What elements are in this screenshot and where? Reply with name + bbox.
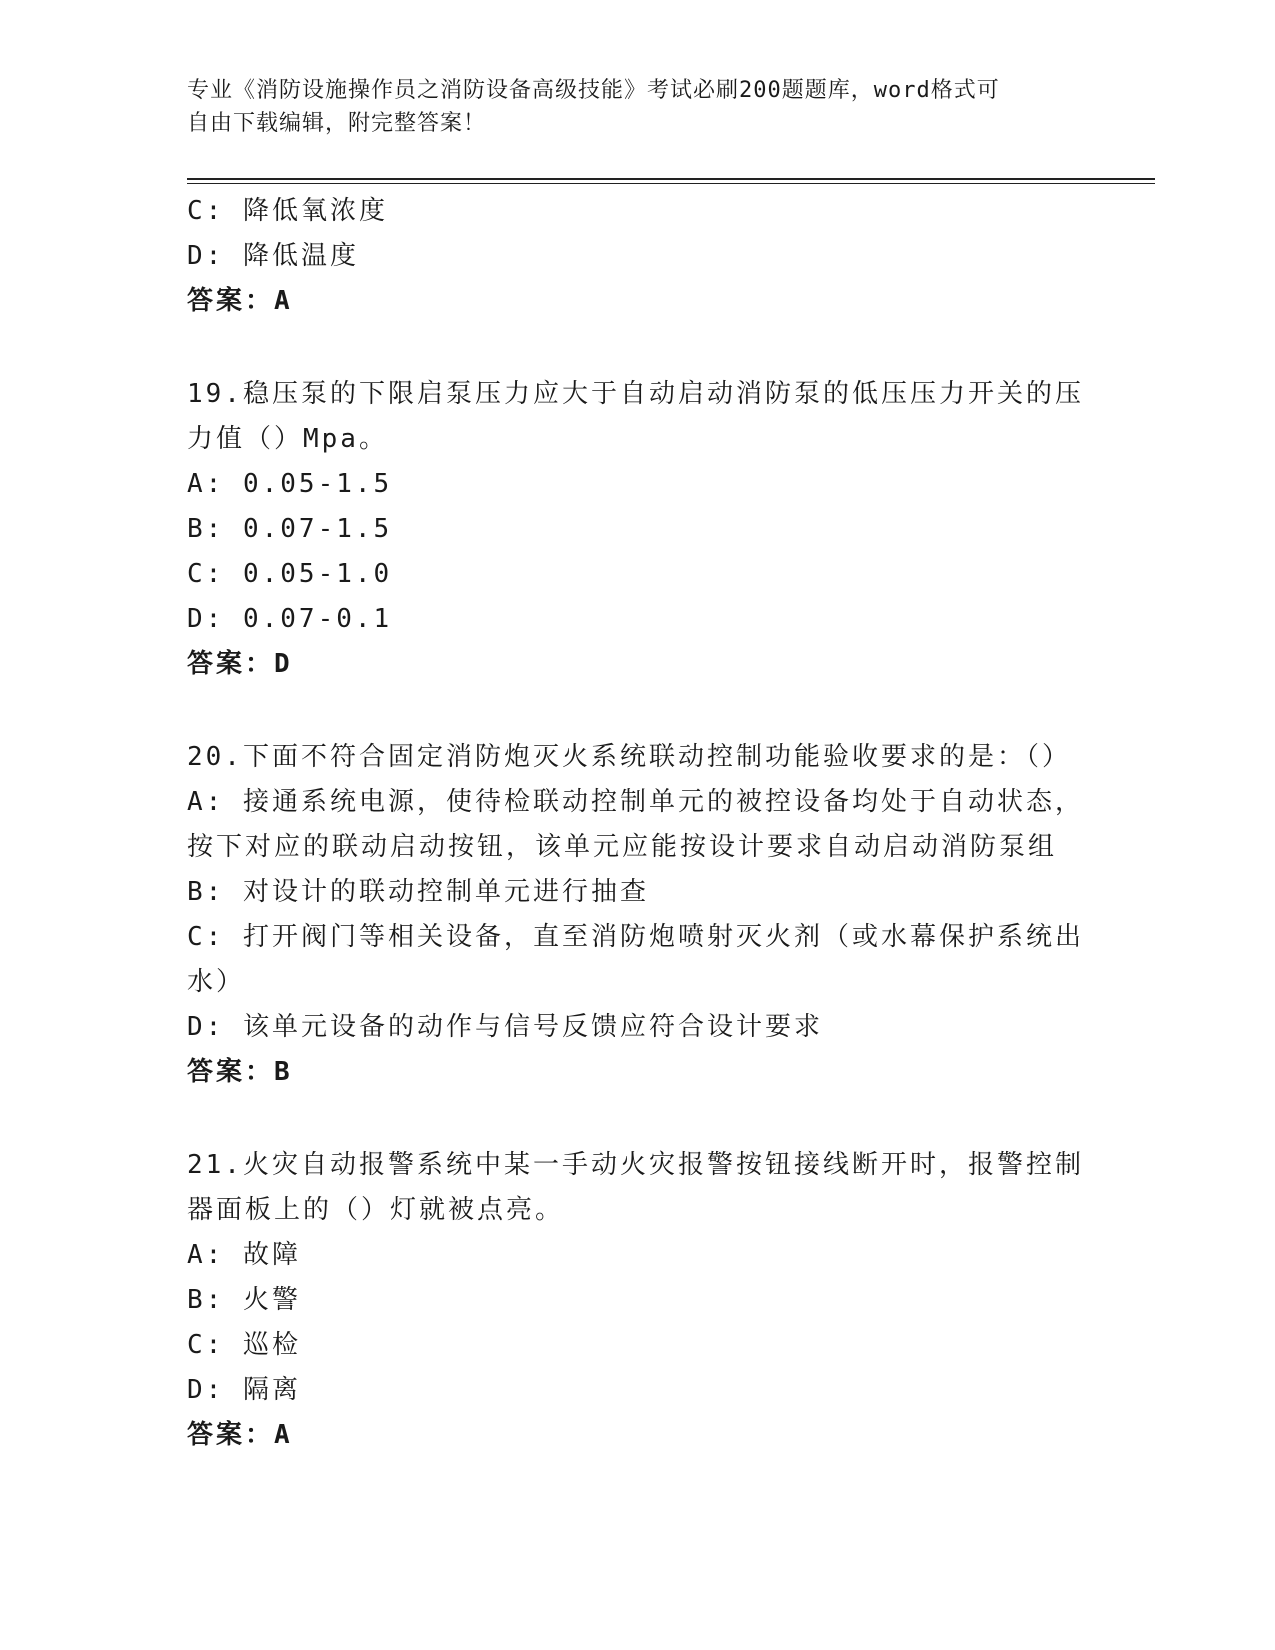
answer-line: 答案：A [187, 1420, 293, 1450]
option-a: A: 0.05-1.5 [187, 469, 393, 499]
header-rule-thin [187, 183, 1155, 184]
option-c: C: 降低氧浓度 [187, 196, 388, 226]
option-b: B: 火警 [187, 1285, 301, 1315]
question-20 [187, 735, 1087, 1095]
question-list [187, 189, 1087, 1458]
question-stem-line-2: 器面板上的（）灯就被点亮。 [187, 1195, 565, 1225]
question-21 [187, 1143, 1087, 1458]
option-c-line-1: C: 打开阀门等相关设备，直至消防炮喷射灭火剂（或水幕保护系统出 [187, 922, 1084, 952]
option-d: D: 0.07-0.1 [187, 604, 393, 634]
header-line-1: 专业《消防设施操作员之消防设备高级技能》考试必刷200题题库，word格式可 [187, 78, 1000, 103]
option-a-line-1: A: 接通系统电源，使待检联动控制单元的被控设备均处于自动状态， [187, 787, 1084, 817]
option-c-line-2: 水） [187, 967, 246, 997]
option-d: D: 该单元设备的动作与信号反馈应符合设计要求 [187, 1012, 823, 1042]
header-rule-thick [187, 178, 1155, 180]
option-a: A: 故障 [187, 1240, 301, 1270]
option-a-line-2: 按下对应的联动启动按钮，该单元应能按设计要求自动启动消防泵组 [187, 832, 1058, 862]
question-stem-line-1: 21.火灾自动报警系统中某一手动火灾报警按钮接线断开时，报警控制 [187, 1150, 1084, 1180]
option-c: C: 0.05-1.0 [187, 559, 393, 589]
question-19 [187, 372, 1087, 687]
question-18-tail [187, 189, 1087, 324]
answer-line: 答案：B [187, 1057, 293, 1087]
document-header [187, 74, 1087, 140]
answer-line: 答案：A [187, 286, 293, 316]
option-d: D: 降低温度 [187, 241, 359, 271]
answer-line: 答案：D [187, 649, 293, 679]
option-b: B: 0.07-1.5 [187, 514, 393, 544]
option-b: B: 对设计的联动控制单元进行抽查 [187, 877, 649, 907]
question-stem-line-2: 力值（）Mpa。 [187, 424, 388, 454]
question-stem: 20.下面不符合固定消防炮灭火系统联动控制功能验收要求的是：（） [187, 742, 1071, 772]
option-d: D: 隔离 [187, 1375, 301, 1405]
option-c: C: 巡检 [187, 1330, 301, 1360]
question-stem-line-1: 19.稳压泵的下限启泵压力应大于自动启动消防泵的低压压力开关的压 [187, 379, 1084, 409]
header-line-2: 自由下载编辑，附完整答案！ [187, 111, 487, 136]
